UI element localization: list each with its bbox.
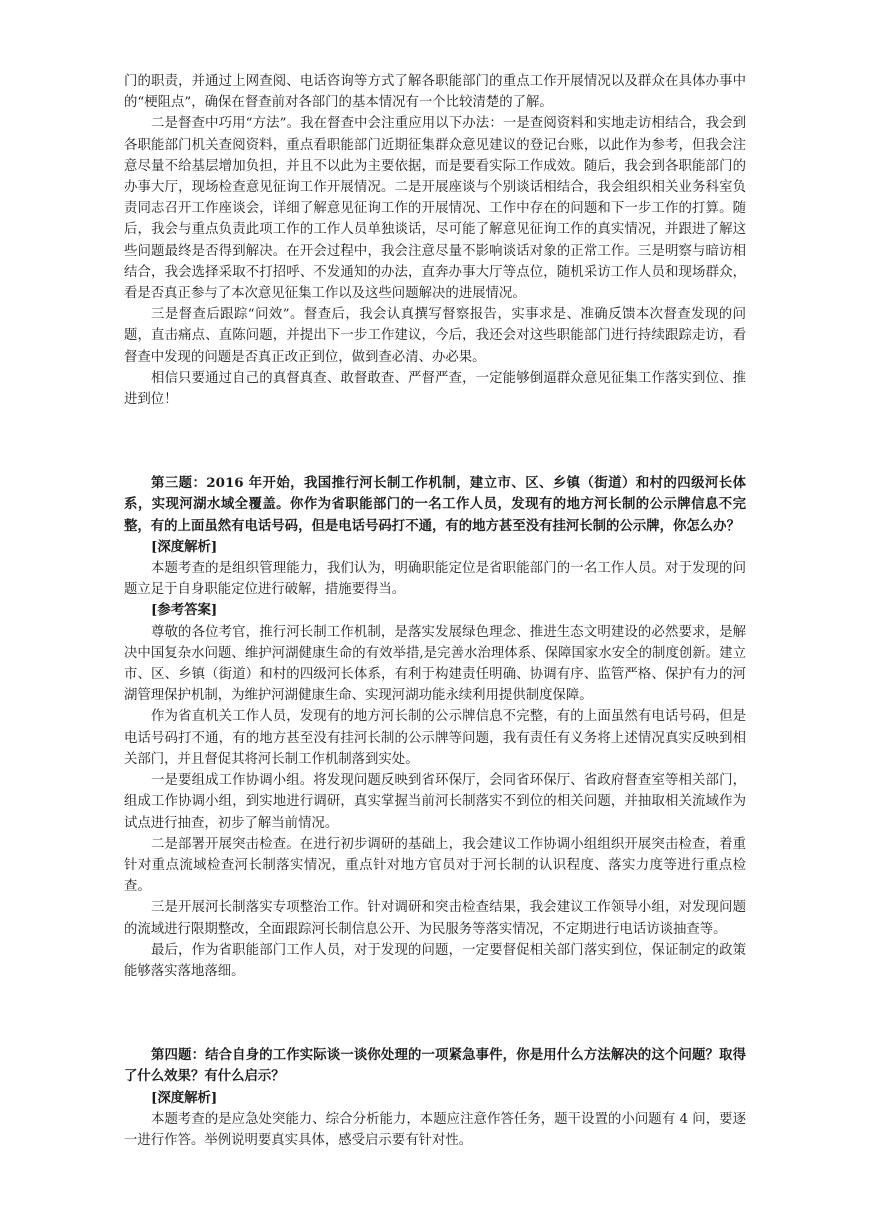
q3-answer-paragraph-1: 尊敬的各位考官，推行河长制工作机制，是落实发展绿色理念、推进生态文明建设的必然要求，是解决中国复杂水问题、维护河湖健康生命的有效举措,是完善水治理体系、保障国家水安全的制度创新。建立市、区、乡镇（街道）和村的四级河长体系，有利于构建责任明确、协调有序、监管严格、保护有力的河湖管理保护机制，为维护河湖健康生命、实现河湖功能永续利用提供制度保障。 xyxy=(124,624,746,704)
q3-analysis-text: 本题考查的是组织管理能力，我们认为，明确职能定位是省职能部门的一名工作人员。对于发现的问题立足于自身职能定位进行破解，措施要得当。 xyxy=(124,561,746,598)
paragraph-prev-3: 三是督查后跟踪“问效”。督查后，我会认真撰写督察报告，实事求是、准确反馈本次督查发现的问题，直击痛点、直陈问题，并提出下一步工作建议，今后，我还会对这些职能部门进行持续跟踪走访，看督查中发现的问题是否真正改正到位，做到查必清、办必果。 xyxy=(124,307,746,365)
paragraph-prev-2: 二是督查中巧用“方法”。我在督查中会注重应用以下办法：一是查阅资料和实地走访相结合，我会到各职能部门机关查阅资料，重点看职能部门近期征集群众意见建议的登记台账，以此作为参考，但我会注意尽量不给基层增加负担，并且不以此为主要依据，而是要看实际工作成效。随后，我会到各职能部门的办事大厅，现场检查意见征询工作开展情况。二是开展座谈与个别谈话相结合，我会组织相关业务科室负责同志召开工作座谈会，详细了解意见征询工作的开展情况、工作中存在的问题和下一步工作的打算。随后，我会与重点负责此项工作的工作人员单独谈话，尽可能了解意见征询工作的真实情况，并跟进了解这些问题最终是否得到解决。在开会过程中，我会注意尽量不影响谈话对象的正常工作。三是明察与暗访相结合，我会选择采取不打招呼、不发通知的办法，直奔办事大厅等点位，随机采访工作人员和现场群众，看是否真正参与了本次意见征集工作以及这些问题解决的进展情况。 xyxy=(124,116,746,302)
q3-answer-label: [参考答案] xyxy=(151,602,218,619)
paragraph-prev-4: 相信只要通过自己的真督真查、敢督敢查、严督严查，一定能够倒逼群众意见征集工作落实到位、推进到位！ xyxy=(124,370,746,408)
section-gap xyxy=(124,410,746,473)
document-page xyxy=(124,71,746,1151)
q3-answer-paragraph-3: 一是要组成工作协调小组。将发现问题反映到省环保厅，会同省环保厅、省政府督查室等相关部门，组成工作协调小组，到实地进行调研，真实掌握当前河长制落实不到位的相关问题，并抽取相关流域作为试点进行抽查，初步了解当前情况。 xyxy=(124,773,746,831)
q3-answer-paragraph-5: 三是开展河长制落实专项整治工作。针对调研和突击检查结果，我会建议工作领导小组，对发现问题的流域进行限期整改，全面跟踪河长制信息公开、为民服务等落实情况，不定期进行电话访谈抽查等。 xyxy=(124,900,746,937)
q3-answer-paragraph-2: 作为省直机关工作人员，发现有的地方河长制的公示牌信息不完整，有的上面虽然有电话号码，但是电话号码打不通，有的地方甚至没有挂河长制的公示牌等问题，我有责任有义务将上述情况真实反映到相关部门，并且督促其将河长制工作机制落到实处。 xyxy=(124,709,746,767)
q3-answer-paragraph-4: 二是部署开展突击检查。在进行初步调研的基础上，我会建议工作协调小组组织开展突击检查，着重针对重点流域检查河长制落实情况，重点针对地方官员对于河长制的认识程度、落实力度等进行重点检查。 xyxy=(124,836,746,895)
question-4-heading: 第四题：结合自身的工作实际谈一谈你处理的一项紧急事件，你是用什么方法解决的这个问题？取得了什么效果？有什么启示？ xyxy=(124,1047,746,1085)
q4-analysis-label: [深度解析] xyxy=(151,1089,218,1106)
paragraph-prev-1: 门的职责，并通过上网查阅、电话咨询等方式了解各职能部门的重点工作开展情况以及群众在具体办事中的“梗阻点”，确保在督查前对各部门的基本情况有一个比较清楚的了解。 xyxy=(124,74,746,111)
section-gap xyxy=(124,982,746,1045)
q3-answer-paragraph-6: 最后，作为省职能部门工作人员，对于发现的问题，一定要督促相关部门落实到位，保证制定的政策能够落实落地落细。 xyxy=(124,942,746,979)
q4-analysis-text: 本题考查的是应急处突能力、综合分析能力，本题应注意作答任务，题干设置的小问题有 4 问，要逐一进行作答。举例说明要真实具体，感受启示要有针对性。 xyxy=(124,1111,746,1148)
q3-analysis-label: [深度解析] xyxy=(151,538,218,555)
question-3-heading: 第三题：2016 年开始，我国推行河长制工作机制，建立市、区、乡镇（街道）和村的四级河长体系，实现河湖水域全覆盖。你作为省职能部门的一名工作人员，发现有的地方河长制的公示牌信息不完整，有的上面虽然有电话号码，但是电话号码打不通，有的地方甚至没有挂河长制的公示牌，你怎么办？ xyxy=(124,475,746,534)
